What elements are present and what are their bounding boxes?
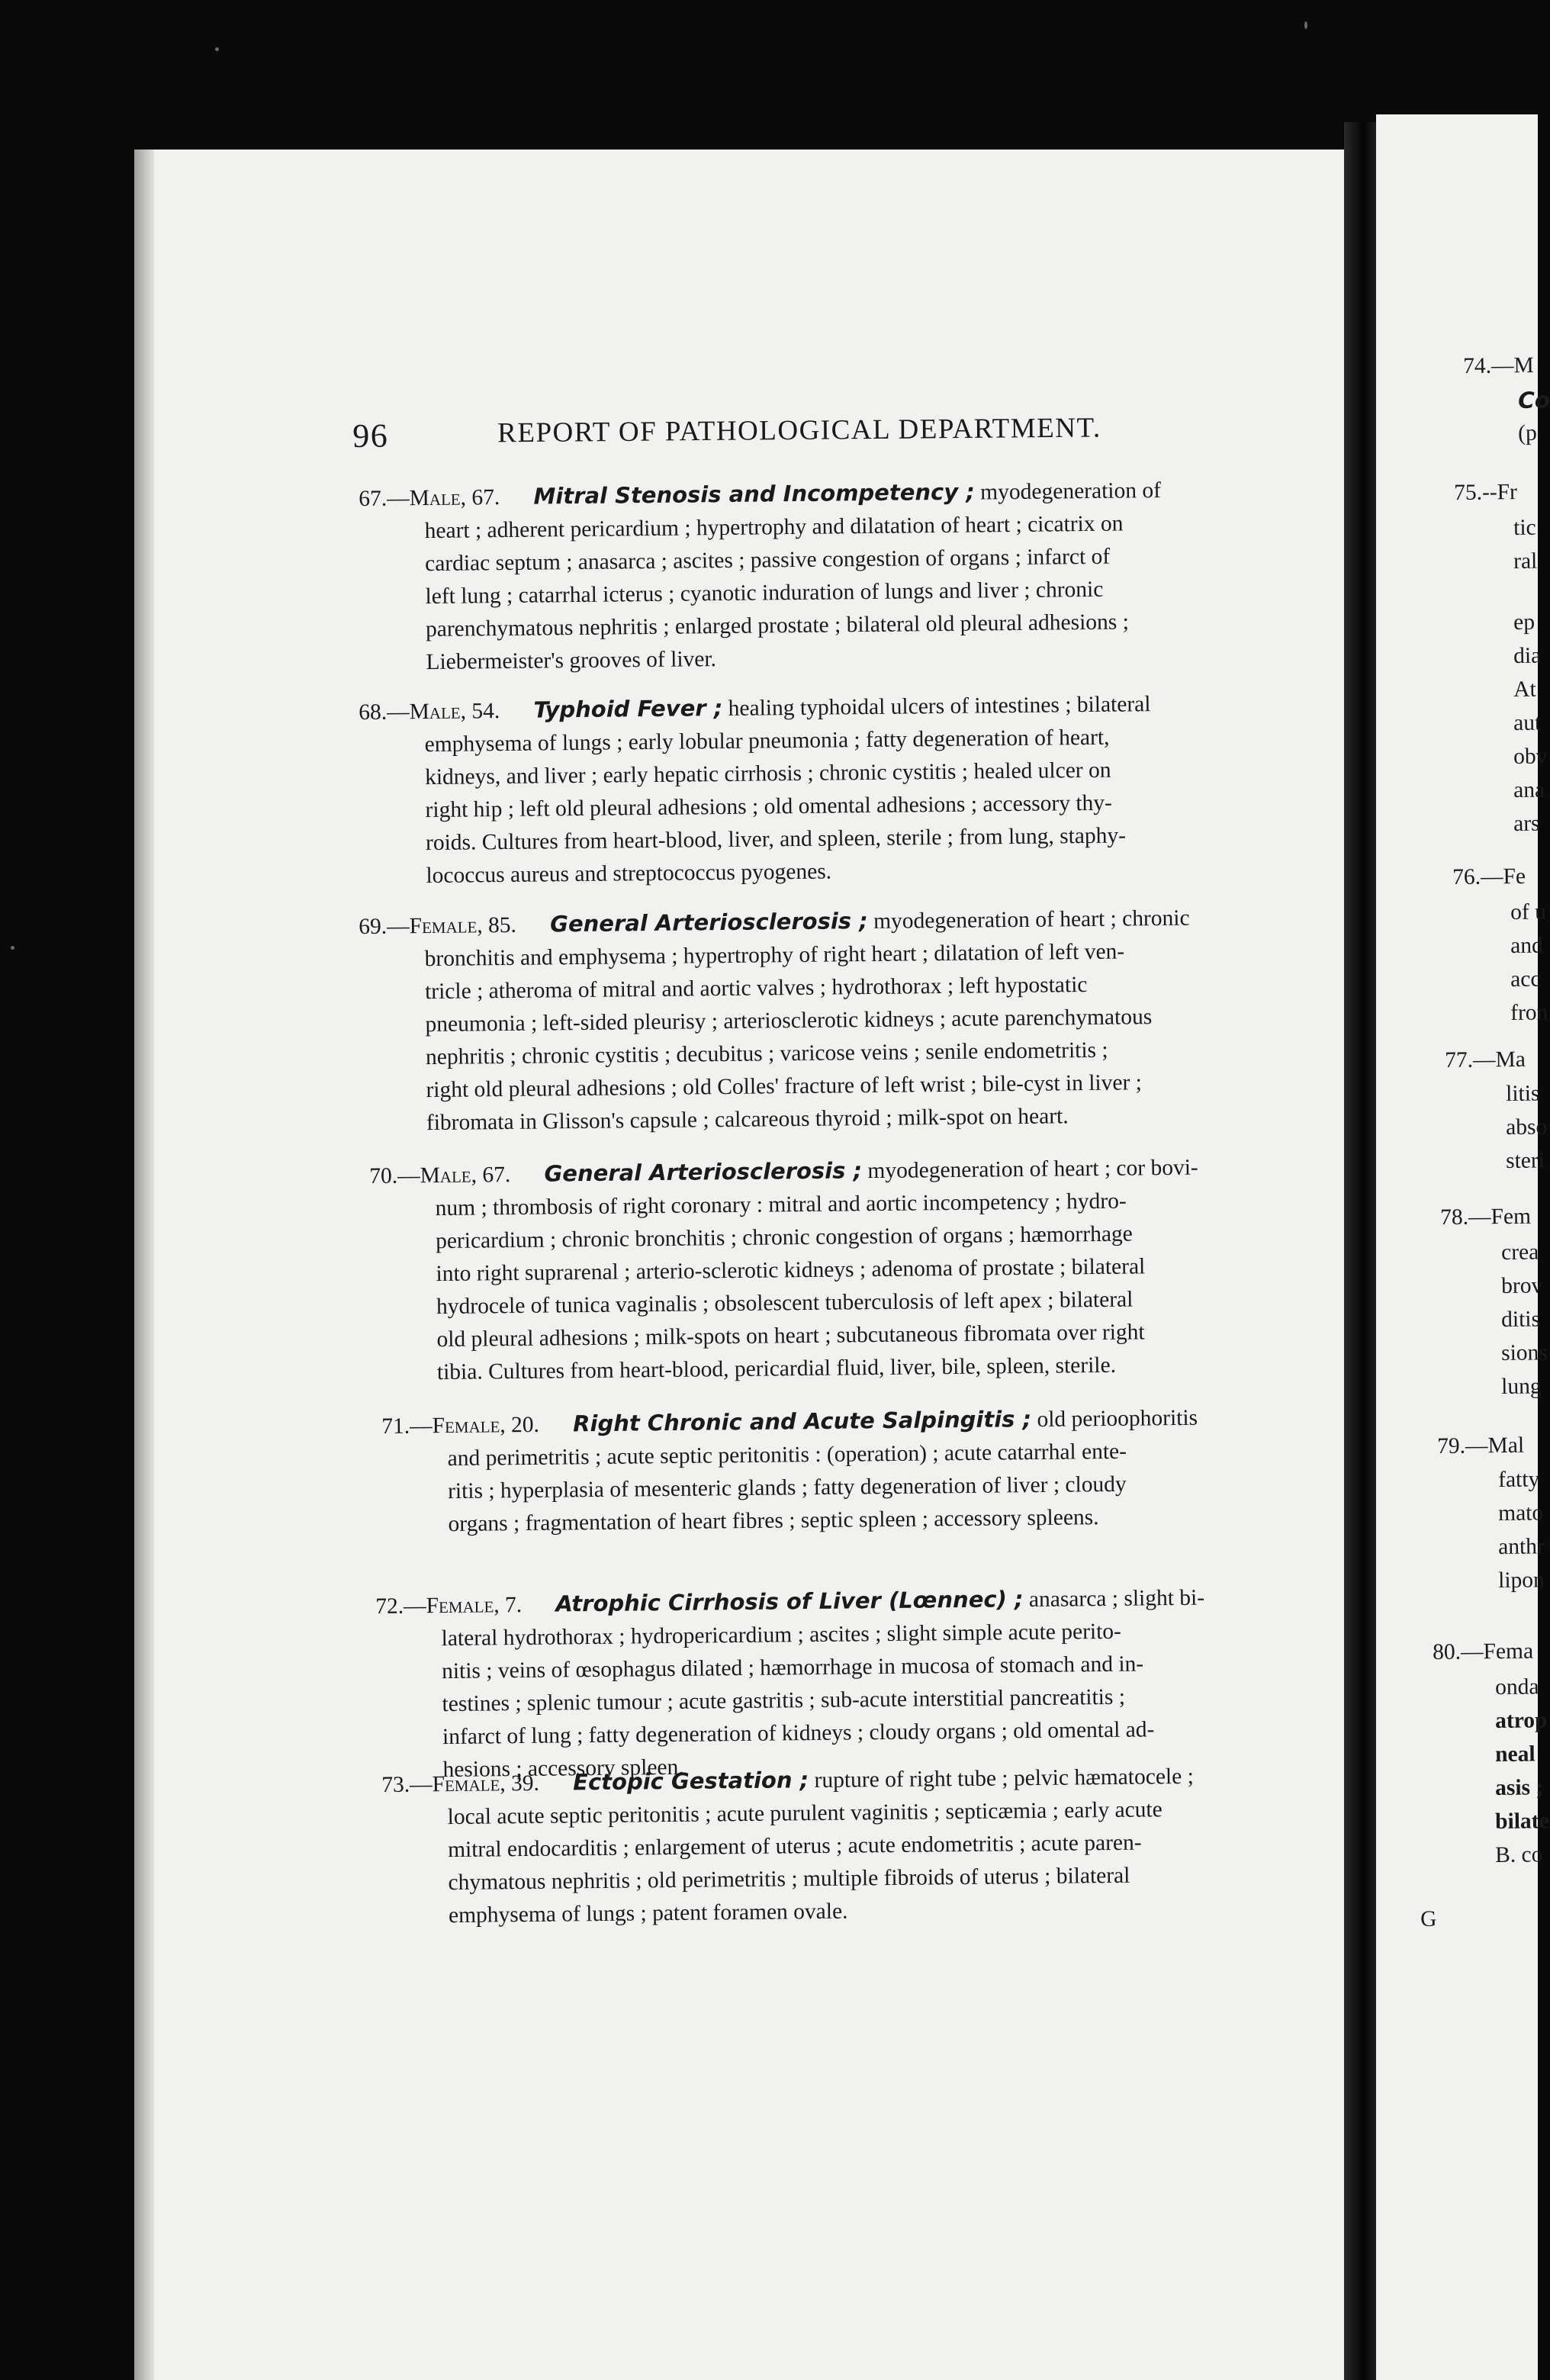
entry-line: left lung ; catarrhal icterus ; cyanotic induration of lungs and liver ; chronic (425, 577, 1104, 609)
entry-line: emphysema of lungs ; patent foramen ovale. (448, 1899, 848, 1928)
entry-text: myodegeneration of heart ; cor bovi- (867, 1155, 1198, 1184)
entry-line: parenchymatous nephritis ; enlarged prostate ; bilateral old pleural adhesions ; (425, 609, 1130, 642)
entry-line: Liebermeister's grooves of liver. (426, 647, 717, 675)
right-page-fragment: acc (1510, 966, 1541, 992)
right-page-fragment: (p (1518, 420, 1537, 445)
entry-line: emphysema of lungs ; early lobular pneumonia ; fatty degeneration of heart, (424, 725, 1110, 757)
entry-text: old perioophoritis (1037, 1405, 1198, 1432)
entry-line: pneumonia ; left-sided pleurisy ; arteriosclerotic kidneys ; acute parenchymatous (425, 1005, 1153, 1037)
right-page-fragment: crea (1501, 1240, 1539, 1265)
right-page-fragment: B. co (1495, 1842, 1543, 1867)
entry-line: kidneys, and liver ; early hepatic cirrhosis ; chronic cystitis ; healed ulcer on (424, 757, 1111, 790)
entry-line: infarct of lung ; fatty degeneration of kidneys ; cloudy organs ; old omental ad- (442, 1717, 1155, 1750)
right-page-fragment: brov (1501, 1273, 1543, 1298)
right-page-fragment: of u (1510, 899, 1547, 925)
right-page-fragment: lipon (1498, 1568, 1545, 1593)
diagnosis-heading: Typhoid Fever ; (533, 695, 723, 723)
case-label: 72.—Female, 7. (375, 1592, 523, 1619)
scan-speck (1304, 21, 1307, 29)
entry-line: num ; thrombosis of right coronary : mitral and aortic incompetency ; hydro- (435, 1188, 1127, 1221)
right-page-fragment: ditis (1501, 1307, 1541, 1332)
right-page-fragment: ana (1513, 777, 1545, 802)
scan-speck (215, 47, 219, 51)
entry-line: old pleural adhesions ; milk-spots on heart ; subcutaneous fibromata over right (436, 1320, 1145, 1352)
diagnosis-heading: Ectopic Gestation ; (573, 1767, 809, 1796)
right-page-fragment: G (1420, 1906, 1437, 1931)
right-page-fragment: anthr (1498, 1534, 1545, 1559)
diagnosis-heading: General Arteriosclerosis ; (550, 908, 868, 938)
case-entry (359, 900, 1276, 1140)
right-page-fragment: 74.—M (1463, 353, 1534, 378)
right-page-fragment: steri (1506, 1148, 1545, 1173)
right-page-fragment: 80.—Fema (1433, 1639, 1534, 1664)
right-page-fragment: ars (1513, 811, 1540, 836)
right-page-fragment: asis ; (1495, 1775, 1544, 1800)
case-label: 70.—Male, 67. (369, 1163, 511, 1188)
right-page-fragment: ep (1513, 609, 1536, 635)
entry-line: mitral endocarditis ; enlargement of uterus ; acute endometritis ; acute paren- (447, 1830, 1142, 1863)
entry-text: healing typhoidal ulcers of intestines ; bilateral (728, 692, 1151, 721)
right-page-fragment: tic (1513, 515, 1536, 540)
entry-line: tricle ; atheroma of mitral and aortic valves ; hydrothorax ; left hypostatic (424, 973, 1088, 1005)
entry-line: hesions ; accessory spleen. (442, 1754, 684, 1783)
right-page-fragment: bilate (1495, 1809, 1549, 1834)
entry-line: organs ; fragmentation of heart fibres ; septic spleen ; accessory spleens. (448, 1505, 1099, 1537)
case-entry (375, 1580, 1293, 1787)
entry-text: myodegeneration of heart ; chronic (873, 905, 1190, 934)
entry-line: tibia. Cultures from heart-blood, pericardial fluid, liver, bile, spleen, sterile. (436, 1352, 1117, 1385)
entry-line: hydrocele of tunica vaginalis ; obsolescent tuberculosis of left apex ; bilateral (436, 1287, 1134, 1320)
entry-text: anasarca ; slight bi- (1028, 1585, 1205, 1613)
case-entry (369, 1150, 1287, 1390)
right-page-fragment: and (1510, 933, 1543, 958)
diagnosis-heading: General Arteriosclerosis ; (544, 1157, 863, 1187)
book-gutter (1344, 122, 1376, 2380)
entry-line: pericardium ; chronic bronchitis ; chronic congestion of organs ; hæmorrhage (435, 1221, 1133, 1254)
scan-speck (11, 946, 14, 950)
entry-line: chymatous nephritis ; old perimetritis ; multiple fibroids of uterus ; bilateral (448, 1863, 1130, 1896)
entry-line: cardiac septum ; anasarca ; ascites ; passive congestion of organs ; infarct of (424, 544, 1111, 577)
right-page-fragment: 78.—Fem (1440, 1204, 1532, 1230)
diagnosis-heading: Mitral Stenosis and Incompetency ; (533, 478, 976, 510)
case-label: 69.—Female, 85. (359, 912, 517, 939)
right-page-fragment: sions (1501, 1340, 1548, 1365)
entry-line: ritis ; hyperplasia of mesenteric glands ; fatty degeneration of liver ; cloudy (447, 1471, 1127, 1504)
entry-line: and perimetritis ; acute septic peritonitis : (operation) ; acute catarrhal ente- (447, 1439, 1127, 1471)
entry-line: into right suprarenal ; arterio-sclerotic kidneys ; adenoma of prostate ; bilateral (436, 1254, 1146, 1287)
case-entry (359, 686, 1276, 893)
diagnosis-heading: Right Chronic and Acute Salpingitis ; (573, 1406, 1032, 1437)
entry-line: local acute septic peritonitis ; acute purulent vaginitis ; septicæmia ; early acute (447, 1797, 1162, 1830)
right-page-fragment: mato (1498, 1500, 1544, 1526)
right-page (1376, 114, 1550, 2380)
entry-line: lococcus aureus and streptococcus pyogenes. (426, 859, 832, 889)
entry-line: fibromata in Glisson's capsule ; calcareous thyroid ; milk-spot on heart. (426, 1104, 1069, 1136)
right-page-fragment: 77.—Ma (1445, 1047, 1526, 1073)
right-page-fragment: 79.—Mal (1437, 1433, 1525, 1459)
right-page-fragment: fatty (1498, 1467, 1540, 1492)
right-page-fragment: lung (1501, 1374, 1542, 1399)
case-label: 73.—Female, 39. (381, 1771, 540, 1797)
page-number: 96 (352, 416, 389, 455)
right-page-fragment: dia (1513, 643, 1542, 668)
right-page-fragment: Co (1518, 387, 1550, 413)
case-label: 67.—Male, 67. (359, 485, 500, 511)
right-page-fragment: neal (1495, 1742, 1536, 1767)
right-page-fragment: fron (1510, 1000, 1548, 1025)
right-page-fragment: ral (1513, 548, 1538, 574)
right-page-fragment: atrop (1495, 1708, 1548, 1733)
right-page-fragment: obv (1513, 744, 1548, 769)
entry-text: rupture of right tube ; pelvic hæmatocele ; (814, 1764, 1194, 1793)
page-edge-shadow (134, 150, 154, 2380)
entry-line: nitis ; veins of œsophagus dilated ; hæmorrhage in mucosa of stomach and in- (441, 1652, 1144, 1684)
entry-text: myodegeneration of (980, 478, 1162, 505)
page-title: REPORT OF PATHOLOGICAL DEPARTMENT. (497, 412, 1101, 449)
diagnosis-heading: Atrophic Cirrhosis of Liver (Lœnnec) ; (555, 1586, 1024, 1617)
entry-line: right hip ; left old pleural adhesions ; old omental adhesions ; accessory thy- (425, 790, 1113, 823)
entry-line: testines ; splenic tumour ; acute gastritis ; sub-acute interstitial pancreatitis ; (442, 1684, 1126, 1717)
entry-line: right old pleural adhesions ; old Colles' fracture of left wrist ; bile-cyst in liver ; (426, 1070, 1143, 1103)
case-label: 68.—Male, 54. (359, 699, 500, 725)
entry-line: nephritis ; chronic cystitis ; decubitus ; varicose veins ; senile endometritis ; (425, 1037, 1108, 1070)
right-page-fragment: 76.—Fe (1452, 864, 1526, 889)
entry-line: roids. Cultures from heart-blood, liver, and spleen, sterile ; from lung, staphy- (425, 823, 1127, 856)
entry-line: heart ; adherent pericardium ; hypertrophy and dilatation of heart ; cicatrix on (424, 511, 1124, 544)
right-page-fragment: aut (1513, 710, 1542, 735)
entry-line: lateral hydrothorax ; hydropericardium ; ascites ; slight simple acute perito- (441, 1619, 1122, 1652)
case-label: 71.—Female, 20. (381, 1412, 540, 1439)
right-page-fragment: litis (1506, 1081, 1540, 1106)
right-page-fragment: At (1513, 677, 1536, 702)
right-page-fragment: onda (1495, 1674, 1539, 1700)
case-entry (381, 1758, 1298, 1933)
case-entry (359, 472, 1276, 680)
case-entry (381, 1400, 1298, 1542)
entry-line: bronchitis and emphysema ; hypertrophy of right heart ; dilatation of left ven- (424, 939, 1125, 972)
right-page-fragment: abso (1506, 1114, 1548, 1140)
running-head (352, 409, 1191, 462)
right-page-fragment: 75.--Fr (1454, 480, 1518, 505)
